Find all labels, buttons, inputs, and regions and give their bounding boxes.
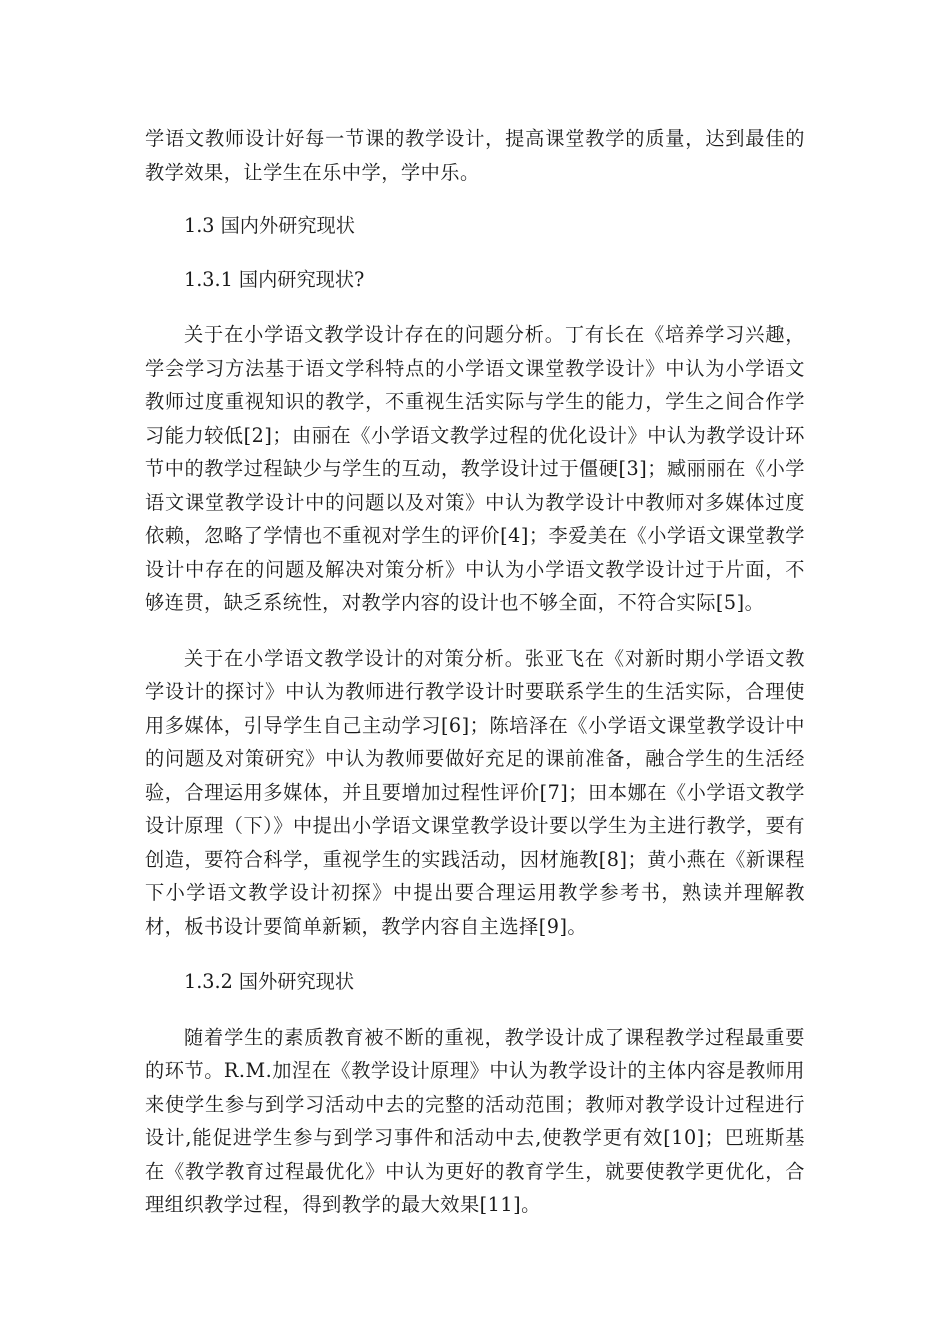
section-heading-1-3: 1.3 国内外研究现状 (184, 214, 355, 237)
document-page (145, 122, 805, 1222)
continuation-paragraph: 学语文教师设计好每一节课的教学设计，提高课堂教学的质量，达到最佳的教学效果，让学生在乐中学，学中乐。 (145, 127, 805, 184)
paragraph-domestic-solutions: 关于在小学语文教学设计的对策分析。张亚飞在《对新时期小学语文教学设计的探讨》中认为教师进行教学设计时要联系学生的生活实际，合理使用多媒体，引导学生自己主动学习[6]；陈培泽在《小学语文课堂教学设计中的问题及对策研究》中认为教师要做好充足的课前准备，融合学生的生活经验，合理运用多媒体，并且要增加过程性评价[7]；田本娜在《小学语文教学设计原理（下）》中提出小学语文课堂教学设计要以学生为主进行教学，要有创造，要符合科学，重视学生的实践活动，因材施教[8]；黄小燕在《新课程下小学语文教学设计初探》中提出要合理运用教学参考书，熟读并理解教材，板书设计要简单新颖，教学内容自主选择[9]。 (145, 646, 805, 938)
spacer (145, 189, 805, 209)
spacer (145, 999, 805, 1021)
spacer (145, 620, 805, 642)
paragraph-domestic-problems: 关于在小学语文教学设计存在的问题分析。丁有长在《培养学习兴趣，学会学习方法基于语文学科特点的小学语文课堂教学设计》中认为小学语文教师过度重视知识的教学，不重视生活实际与学生的能力，学生之间合作学习能力较低[2]；由丽在《小学语文教学过程的优化设计》中认为教学设计环节中的教学过程缺少与学生的互动，教学设计过于僵硬[3]；臧丽丽在《小学语文课堂教学设计中的问题以及对策》中认为教学设计中教师对多媒体过度依赖，忽略了学情也不重视对学生的评价[4]；李爱美在《小学语文课堂教学设计中存在的问题及解决对策分析》中认为小学语文教学设计过于片面，不够连贯，缺乏系统性，对教学内容的设计也不够全面，不符合实际[5]。 (145, 323, 805, 614)
spacer (145, 243, 805, 263)
spacer (145, 296, 805, 318)
section-heading-1-3-1: 1.3.1 国内研究现状? (184, 267, 365, 291)
paragraph-foreign: 随着学生的素质教育被不断的重视，教学设计成了课程教学过程最重要的环节。R.M.加涅在《教学设计原理》中认为教学设计的主体内容是教师用来使学生参与到学习活动中去的完整的活动范围；教师对教学设计过程进行设计,能促进学生参与到学习事件和活动中去,使教学更有效[10]；巴班斯基在《教学教育过程最优化》中认为更好的教育学生，就要使教学更优化，合理组织教学过程，得到教学的最大效果[11]。 (145, 1025, 805, 1216)
spacer (145, 943, 805, 965)
section-heading-1-3-2: 1.3.2 国外研究现状 (184, 970, 355, 993)
